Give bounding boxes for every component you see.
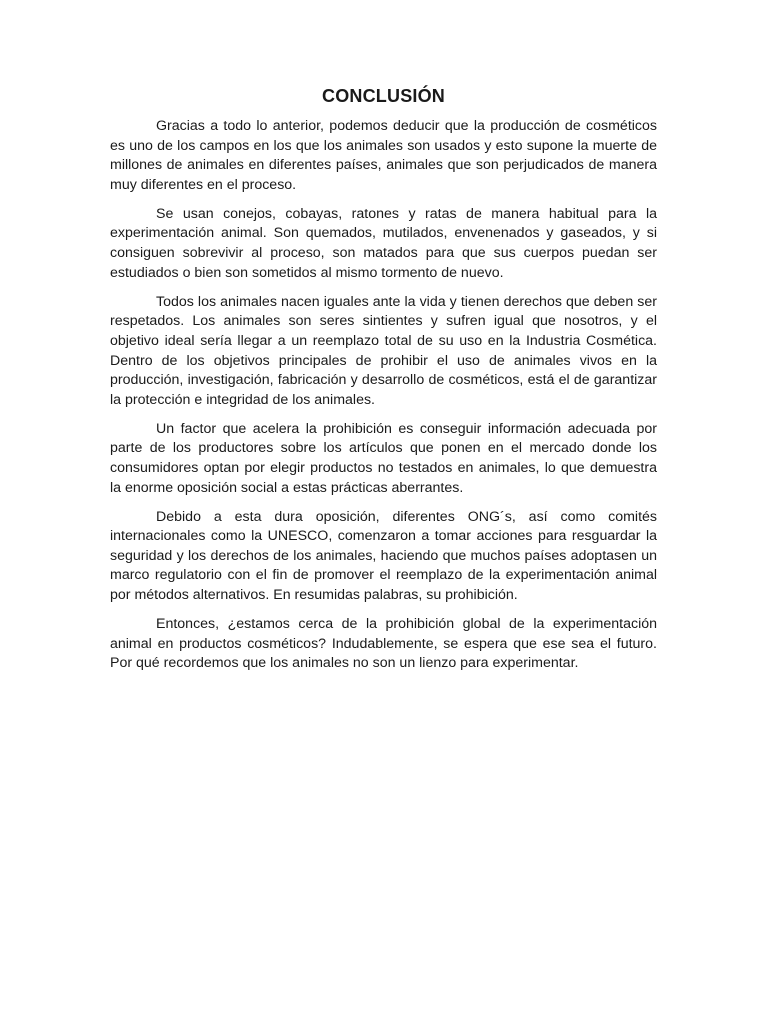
page-title: CONCLUSIÓN [322,86,445,106]
paragraph-2: Se usan conejos, cobayas, ratones y ratas de manera habitual para la experimentación animal. Son quemados, mutilados, envenenados y gaseados, y si consiguen sobrevivir al proceso, son matados para que sus cuerpos puedan ser estudiados o bien son sometidos al mismo tormento de nuevo. [110,205,657,281]
paragraph-6: Entonces, ¿estamos cerca de la prohibición global de la experimentación animal en productos cosméticos? Indudablemente, se espera que ese sea el futuro. Por qué recordemos que los animales no son un lienzo para experimentar. [110,616,657,672]
paragraph-3: Todos los animales nacen iguales ante la vida y tienen derechos que deben ser respetados. Los animales son seres sintientes y sufren igual que nosotros, y el objetivo ideal sería llegar a un reemplazo total de su uso en la Industria Cosmética. Dentro de los objetivos principales de prohibir el uso de animales vivos en la producción, investigación, fabricación y desarrollo de cosméticos, está el de garantizar la protección e integridad de los animales. [110,293,657,408]
paragraph-5: Debido a esta dura oposición, diferentes ONG´s, así como comités internacionales como la UNESCO, comenzaron a tomar acciones para resguardar la seguridad y los derechos de los animales, haciendo que muchos países adoptasen un marco regulatorio con el fin de promover el reemplazo de la experimentación animal por métodos alternativos. En resumidas palabras, su prohibición. [110,508,657,604]
document-body [110,84,657,683]
paragraph-4: Un factor que acelera la prohibición es conseguir información adecuada por parte de los productores sobre los artículos que ponen en el mercado donde los consumidores optan por elegir productos no testados en animales, lo que demuestra la enorme oposición social a estas prácticas aberrantes. [110,420,657,496]
paragraph-1: Gracias a todo lo anterior, podemos deducir que la producción de cosméticos es uno de los campos en los que los animales son usados y esto supone la muerte de millones de animales en diferentes países, animales que son perjudicados de manera muy diferentes en el proceso. [110,118,657,193]
